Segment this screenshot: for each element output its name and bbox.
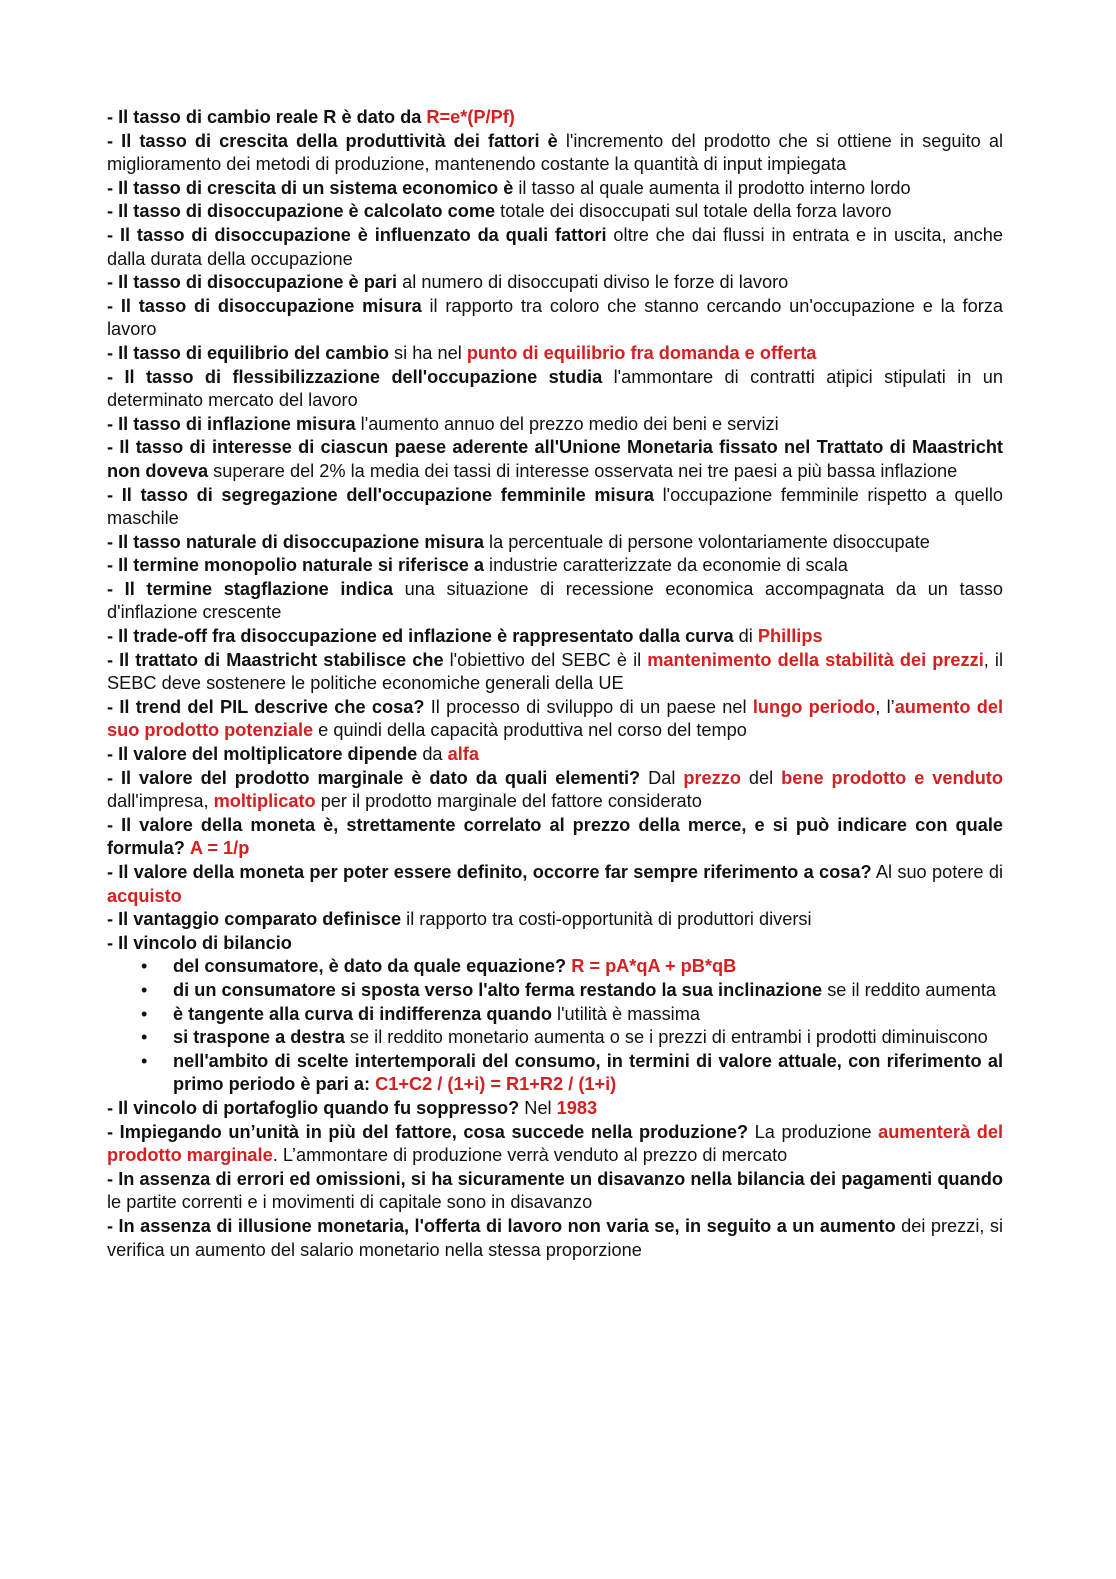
bold-text: nell'ambito di scelte intertemporali del consumo, in termini di valore attuale, con riferimento al primo periodo è pari a: (173, 1050, 1003, 1095)
bold-text: - In assenza di errori ed omissioni, si ha sicuramente un disavanzo nella bilancia dei pagamenti quando (107, 1168, 1003, 1189)
highlight-text: lungo periodo (752, 696, 876, 717)
bold-text: - Impiegando un’unità in più del fattore, cosa succede nella produzione? (107, 1121, 749, 1142)
bold-text: - Il valore del prodotto marginale è dato da quali elementi? (107, 767, 641, 788)
body-text: industrie caratterizzate da economie di scala (483, 555, 848, 576)
highlight-text: mantenimento della stabilità dei prezzi (647, 649, 984, 670)
body-text: se il reddito monetario aumenta o se i prezzi di entrambi i prodotti diminuiscono (344, 1027, 988, 1048)
body-text: Al suo potere di (871, 862, 1003, 882)
bold-text: - Il tasso naturale di disoccupazione misura (107, 531, 484, 552)
bold-text: è tangente alla curva di indifferenza quando (173, 1003, 552, 1024)
highlight-text: prezzo (683, 767, 741, 788)
entry-paragraph (107, 436, 1003, 483)
bullet-item (107, 979, 1003, 1003)
entry-paragraph (107, 861, 1003, 908)
body-text: superare del 2% la media dei tassi di interesse osservata nei tre paesi a più bassa inflazione (208, 460, 958, 481)
bold-text: - Il vincolo di portafoglio quando fu soppresso? (107, 1097, 520, 1118)
bold-text: - In assenza di illusione monetaria, l'offerta di lavoro non varia se, in seguito a un aumento (107, 1215, 896, 1236)
body-text: il tasso al quale aumenta il prodotto interno lordo (513, 177, 911, 198)
entry-paragraph (107, 130, 1003, 177)
bold-text: - Il trend del PIL descrive che cosa? (107, 696, 425, 717)
bold-text: si traspone a destra (173, 1027, 345, 1048)
body-text: Dal (640, 767, 684, 788)
entry-paragraph (107, 531, 1003, 555)
bold-text: del consumatore, è dato da quale equazione? (173, 956, 567, 977)
body-text: dei prezzi, si verifica un aumento del salario monetario nella stessa proporzione (107, 1215, 1003, 1260)
entries-after-list (107, 1097, 1003, 1262)
body-text: e quindi della capacità produttiva nel corso del tempo (313, 720, 747, 741)
body-text: la percentuale di persone volontariamente disoccupate (483, 531, 930, 552)
bullet-marker: • (141, 1027, 148, 1048)
body-text: Nel (519, 1097, 557, 1118)
body-text: si ha nel (388, 342, 467, 363)
bold-text: - Il vantaggio comparato definisce (107, 909, 402, 930)
body-text: per il prodotto marginale del fattore considerato (315, 791, 702, 812)
body-text: di (733, 626, 758, 647)
body-text: l'incremento del prodotto che si ottiene in seguito al miglioramento dei metodi di produzione, mantenendo costante la quantità di input impiegata (107, 130, 1003, 175)
entry-paragraph (107, 554, 1003, 578)
body-text: il rapporto tra costi-opportunità di produttori diversi (401, 909, 812, 930)
bold-text: - Il tasso di disoccupazione è pari (107, 272, 398, 293)
entry-paragraph (107, 649, 1003, 696)
body-text: La produzione (748, 1121, 879, 1142)
bold-text: - Il tasso di cambio reale R è dato da (107, 107, 427, 127)
bold-text: - Il valore della moneta per poter essere definito, occorre far sempre riferimento a cosa? (107, 862, 872, 882)
bold-text: - Il tasso di disoccupazione misura (107, 295, 422, 316)
bold-text: - Il valore del moltiplicatore dipende (107, 744, 418, 765)
entry-paragraph (107, 342, 1003, 366)
entry-paragraph (107, 908, 1003, 932)
bullet-item (107, 1026, 1003, 1050)
highlight-text: A = 1/p (189, 838, 250, 859)
body-text: il rapporto tra coloro che stanno cercando un'occupazione e la forza lavoro (107, 295, 1003, 340)
body-text: l'aumento annuo del prezzo medio dei beni e servizi (355, 413, 779, 434)
entry-paragraph (107, 366, 1003, 413)
highlight-text: Phillips (757, 626, 823, 647)
entry-paragraph (107, 224, 1003, 271)
bold-text: - Il tasso di equilibrio del cambio (107, 342, 389, 363)
highlight-text: moltiplicato (213, 791, 316, 812)
entry-paragraph (107, 932, 1003, 956)
entry-paragraph (107, 625, 1003, 649)
highlight-text: alfa (447, 744, 479, 765)
bold-text: - Il tasso di crescita di un sistema economico è (107, 177, 514, 198)
bullet-marker: • (141, 979, 148, 1000)
bold-text: - Il tasso di disoccupazione è calcolato come (107, 201, 496, 222)
highlight-text: aumento del suo prodotto potenziale (107, 696, 1004, 741)
body-text: oltre che dai flussi in entrata e in uscita, anche dalla durata della occupazione (107, 224, 1003, 269)
body-text: Il processo di sviluppo di un paese nel (424, 696, 753, 717)
body-text: da (417, 744, 448, 765)
entry-paragraph (107, 106, 1003, 130)
bold-text: - Il tasso di segregazione dell'occupazione femminile misura (107, 484, 654, 505)
body-text: al numero di disoccupati diviso le forze di lavoro (397, 272, 789, 293)
entry-paragraph (107, 1168, 1003, 1215)
bold-text: - Il tasso di inflazione misura (107, 413, 356, 434)
bullet-marker: • (141, 1003, 148, 1024)
bold-text: - Il trade-off fra disoccupazione ed inflazione è rappresentato dalla curva (107, 626, 734, 647)
highlight-text: R=e*(P/Pf) (426, 107, 515, 127)
highlight-text: bene prodotto e venduto (781, 767, 1003, 788)
entry-paragraph (107, 413, 1003, 437)
bullet-item (107, 1050, 1003, 1097)
bullet-marker: • (141, 1050, 148, 1071)
highlight-text: 1983 (556, 1097, 598, 1118)
highlight-text: acquisto (107, 885, 182, 906)
entry-paragraph (107, 1121, 1003, 1168)
highlight-text: aumenterà del prodotto marginale (107, 1121, 1003, 1166)
body-text: se il reddito aumenta (822, 979, 997, 1000)
entry-paragraph (107, 484, 1003, 531)
bold-text: - Il tasso di crescita della produttività dei fattori è (107, 130, 558, 151)
body-text: totale dei disoccupati sul totale della forza lavoro (495, 201, 892, 222)
bullet-list (107, 955, 1003, 1097)
entry-paragraph (107, 578, 1003, 625)
bold-text: - Il termine stagflazione indica (107, 578, 393, 599)
bold-text: - Il tasso di interesse di ciascun paese aderente all'Unione Monetaria fissato nel Trattato di Maastricht non doveva (107, 437, 1003, 481)
body-text: l'ammontare di contratti atipici stipulati in un determinato mercato del lavoro (107, 366, 1003, 411)
body-text: l'utilità è massima (551, 1003, 700, 1024)
entry-paragraph (107, 271, 1003, 295)
body-text: l'obiettivo del SEBC è il (443, 649, 648, 670)
bold-text: di un consumatore si sposta verso l'alto ferma restando la sua inclinazione (173, 979, 823, 1000)
bold-text: - Il tasso di disoccupazione è influenzato da quali fattori (107, 224, 607, 245)
body-text: dall'impresa, (107, 791, 214, 812)
bold-text: - Il valore della moneta è, strettamente correlato al prezzo della merce, e si può indicare con quale formula? (107, 814, 1003, 859)
bold-text: - Il vincolo di bilancio (107, 932, 292, 953)
highlight-text: C1+C2 / (1+i) = R1+R2 / (1+i) (375, 1074, 617, 1095)
entries-list (107, 106, 1003, 955)
highlight-text: R = pA*qA + pB*qB (571, 956, 737, 977)
bold-text: - Il trattato di Maastricht stabilisce che (107, 649, 444, 670)
body-text: , il SEBC deve sostenere le politiche economiche generali della UE (107, 649, 1003, 694)
body-text: . L’ammontare di produzione verrà venduto al prezzo di mercato (272, 1145, 788, 1166)
body-text: l'occupazione femminile rispetto a quello maschile (107, 484, 1003, 529)
body-text: una situazione di recessione economica accompagnata da un tasso d'inflazione crescente (107, 578, 1004, 623)
body-text: del (740, 767, 782, 788)
document-page (107, 106, 1003, 1262)
bullet-marker: • (141, 956, 148, 977)
bold-text: - Il tasso di flessibilizzazione dell'occupazione studia (107, 366, 603, 387)
entry-paragraph (107, 295, 1003, 342)
entry-paragraph (107, 814, 1003, 861)
entry-paragraph (107, 743, 1003, 767)
body-text: le partite correnti e i movimenti di capitale sono in disavanzo (107, 1192, 593, 1213)
bullet-item (107, 1003, 1003, 1027)
entry-paragraph (107, 1097, 1003, 1121)
highlight-text: punto di equilibrio fra domanda e offerta (466, 342, 817, 363)
entry-paragraph (107, 696, 1003, 743)
body-text: , l’ (875, 696, 895, 717)
entry-paragraph (107, 177, 1003, 201)
entry-paragraph (107, 767, 1003, 814)
entry-paragraph (107, 1215, 1003, 1262)
bullet-item (107, 955, 1003, 979)
entry-paragraph (107, 200, 1003, 224)
bold-text: - Il termine monopolio naturale si riferisce a (107, 555, 484, 576)
